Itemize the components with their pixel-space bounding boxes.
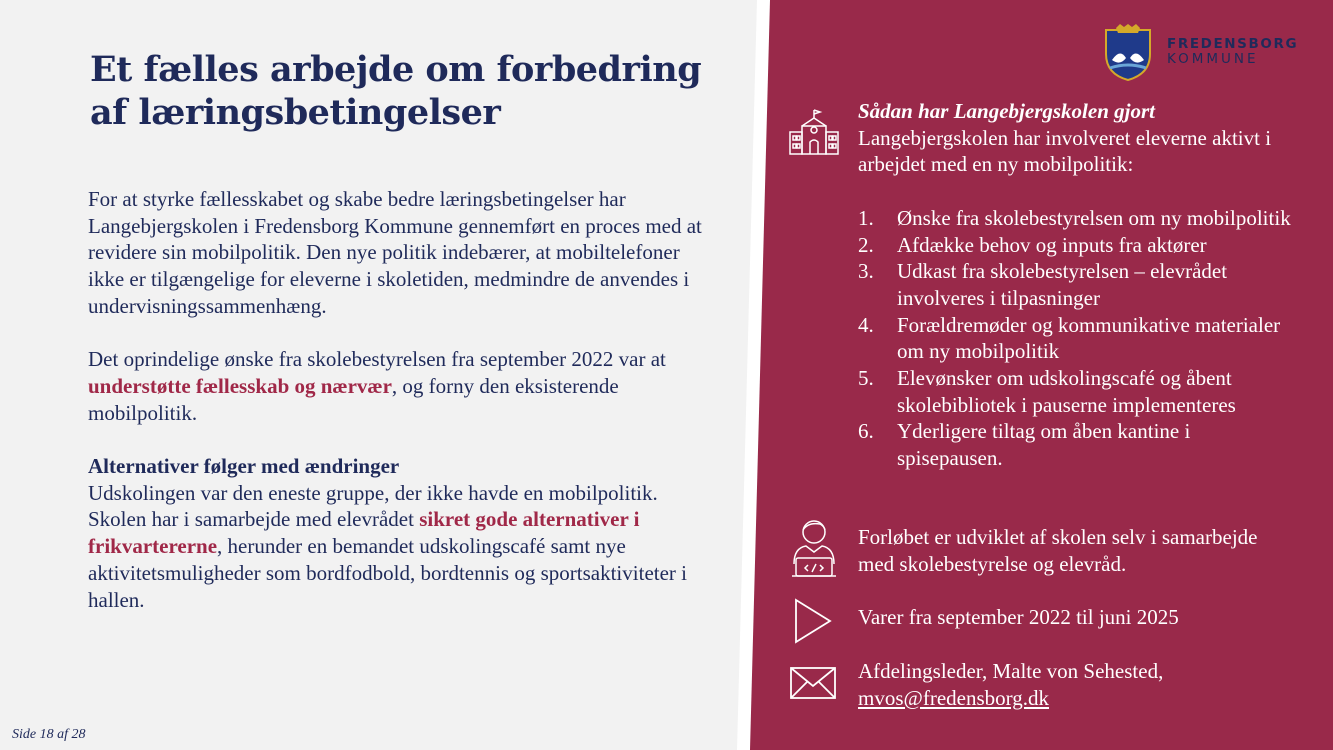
step-item: 4. Forældremøder og kommunikative materialer om ny mobilpolitik [858, 312, 1281, 364]
contact-name: Afdelingsleder, Malte von Sehested, [858, 659, 1164, 683]
duration-note: Varer fra september 2022 til juni 2025 [858, 605, 1179, 629]
play-icon [794, 598, 832, 644]
step-item: 5. Elevønsker om udskolingscafé og åbent skolebibliotek i pauserne implementeres [858, 366, 1236, 417]
process-intro: Langebjergskolen har involveret eleverne aktivt i arbejdet med en ny mobilpolitik: [858, 125, 1272, 177]
developed-note: Forløbet er udviklet af skolen selv i samarbejde med skolebestyrelse og elevråd. [858, 525, 1258, 576]
intro-paragraph: For at styrke fællesskabet og skabe bedre læringsbetingelser har Langebjergskolen i Fredensborg Kommune gennemført en proces med at revidere sin mobilpolitik. Den nye politik indebærer, at mobiltelefoner ikke er tilgængelige for eleverne i skoletiden, medmindre de anvendes i undervisningssammenhæng. [88, 187, 702, 318]
highlight-alternatives: sikret gode alternativer i frikvartererne [88, 507, 640, 559]
highlight-community: understøtte fællesskab og nærvær [88, 373, 392, 398]
fredensborg-shield-logo [1102, 24, 1154, 82]
step-item: 6. Yderligere tiltag om åben kantine i spisepausen. [858, 419, 1191, 471]
subheading: Alternativer følger med ændringer [88, 454, 400, 478]
process-section [858, 98, 1298, 472]
step-item: 3. Udkast fra skolebestyrelsen – elevrådet involveres i tilpasninger [858, 259, 1228, 310]
page-title: Et fælles arbejde om forbedring af læringsbetingelser [90, 49, 702, 133]
origin-paragraph: Det oprindelige ønske fra skolebestyrelsen fra september 2022 var at understøtte fællesskab og nærvær, og forny den eksisterende mobilpolitik. [88, 347, 666, 425]
email-link[interactable]: mvos@fredensborg.dk [858, 685, 1050, 710]
person-laptop-icon [790, 518, 838, 580]
logo-text: FREDENSBORG KOMMUNE [1167, 36, 1299, 67]
alternatives-paragraph: Udskolingen var den eneste gruppe, der ikke havde en mobilpolitik. Skolen har i samarbejde med elevrådet sikret gode alternativer i frikvartererne, herunder en bemandet udskolingscafé samt nye aktivitetsmuligheder som bordfodbold, bordtennis og sportsaktiviteter i hallen. [88, 480, 687, 612]
step-item: 1. Ønske fra skolebestyrelsen om ny mobilpolitik [858, 205, 1291, 230]
page-number: Side 18 af 28 [12, 727, 86, 742]
process-steps [858, 205, 1298, 472]
school-building-icon [788, 108, 840, 156]
contact-section [858, 658, 1298, 711]
envelope-icon [790, 667, 836, 699]
step-item: 2. Afdække behov og inputs fra aktører [858, 232, 1207, 257]
process-heading: Sådan har Langebjergskolen gjort [858, 99, 1155, 123]
